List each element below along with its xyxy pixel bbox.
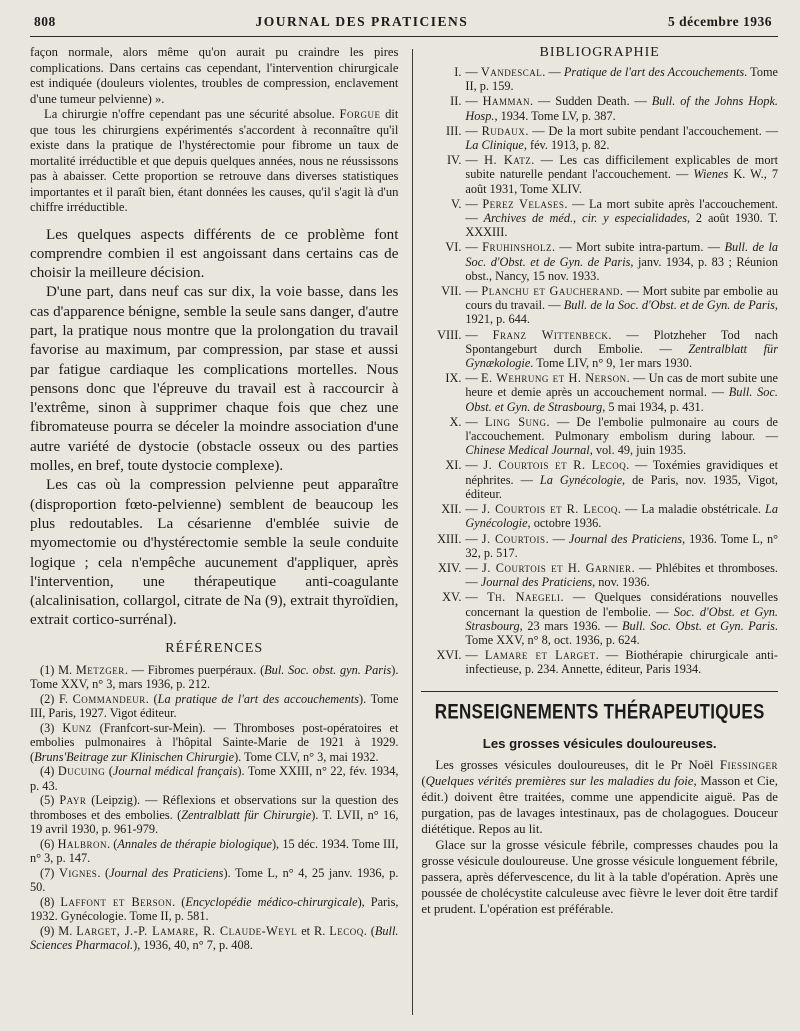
bibliography-item: I. — Vandescal. — Pratique de l'art des Accouchements. Tome II, p. 159. <box>454 65 778 94</box>
section-title: RENSEIGNEMENTS THÉRAPEUTIQUES <box>434 699 765 723</box>
bibliography-item: XV. — Th. Naegeli. — Quelques considérations nouvelles concernant la question de l'embolie. — Soc. d'Obst. et Gyn. Strasbourg, 23 mars 1936. — Bull. Soc. Obst. et Gyn. Paris. Tome XXV, n° 8, oct. 1936, p. 624. <box>442 590 779 647</box>
bibliography-item: XI. — J. Courtois et R. Lecoq. — Toxémies gravidiques et néphrites. — La Gynécologie, de Paris, nov. 1935, Vigot, éditeur. <box>445 458 778 501</box>
reference-item: (6) Halbron. (Annales de thérapie biologique), 15 déc. 1934. Tome III, n° 3, p. 147. <box>30 836 399 866</box>
bibliography-item: X. — Ling Sung. — De l'embolie pulmonaire au cours de l'accouchement. Pulmonary embolism during labour. — Chinese Medical Journal, vol. 49, juin 1935. <box>449 414 779 458</box>
bibliography-item: II. — Hamman. — Sudden Death. — Bull. of the Johns Hopk. Hosp., 1934. Tome LV, p. 387. <box>450 94 778 123</box>
issue-date: 5 décembre 1936 <box>668 14 772 29</box>
reference-item: (9) M. Larget, J.-P. Lamare, R. Claude-Weyl et R. Lecoq. (Bull. Sciences Pharmacol.), 1936, 40, n° 7, p. 408. <box>30 923 399 953</box>
bibliography-item: VIII. — Franz Wittenbeck. — Plotzheher Tod nach Spontangeburt durch Embolie. — Zentralblatt für Gynækologie. Tome LIV, n° 9, 1er mars 1930. <box>437 327 779 371</box>
reference-item: (3) Kunz (Franfcort-sur-Mein). — Thromboses post-opératoires et embolies pulmonaires à l'hôpital Sainte-Marie de 1921 à 1929. (Bruns'Beitrage zur Klinischen Chirurgie). Tome CLV, n° 3, mai 1932. <box>30 720 399 764</box>
bibliography-item: XIV. — J. Courtois et H. Garnier. — Phlébites et thromboses. — Journal des Praticiens, nov. 1936. <box>438 560 778 590</box>
paragraph: D'une part, dans neuf cas sur dix, la voie basse, dans les cas d'apparence bénigne, semble la seule sans danger, d'autre part, la pratique nous montre que la prolongation du travail favorise au maximum, par compression, par stase et aussi par fatigue cardiaque les complications mortelles. Nous pensons donc que l'épreuve du travail est à raccourcir à l'extrême, sinon à supprimer chaque fois que chez une fibromateuse pourra se déceler la moindre association d'une autre variété de dystocie (obstacle osseux ou des parties molles, en bref, toute dystocie complexe). <box>30 284 399 475</box>
page-number: 808 <box>34 14 56 29</box>
main-text <box>30 226 398 631</box>
therapeutic-article <box>421 757 778 917</box>
article-title: Les grosses vésicules douloureuses. <box>482 735 717 751</box>
bibliography-item: III. — Rudaux. — De la mort subite pendant l'accouchement. — La Clinique, fév. 1913, p. 82. <box>446 123 778 153</box>
paragraph: Les cas où la compression pelvienne peut apparaître (disproportion fœto-pelvienne) semblent de beaucoup les plus redoutables. La césarienne d'emblée suivie de myomectomie ou d'hystérectomie semble la seule conduite logique ; cela n'empêche aucunement d'appliquer, après l'intervention, une thérapeutique anti-coagulante (alcalinisation, collargol, citrate de Na (9), extrait thyroïdien, extrait cortico-surrénal). <box>30 477 399 629</box>
bibliography-item: XIII. — J. Courtois. — Journal des Praticiens, 1936. Tome L, n° 32, p. 517. <box>437 531 779 560</box>
references-title: RÉFÉRENCES <box>165 640 264 656</box>
right-column <box>421 45 778 1015</box>
paragraph: Les quelques aspects différents de ce problème font comprendre combien il est angoissant dans certains cas de choisir la meilleure décision. <box>30 226 399 282</box>
bibliography-item: XVI. — Lamare et Larget. — Biothérapie chirurgicale anti-infectieuse, p. 234. Annette, éditeur, Paris 1934. <box>436 648 779 677</box>
left-column <box>30 45 406 1015</box>
paragraph: Les grosses vésicules douloureuses, dit le Pr Noël Fiessinger (Quelques vérités premières sur les maladies du foie, Masson et Cie, édit.) doivent être traitées, comme une appendicite aiguë. Pas de purgation, pas de lavages intestinaux, pas de cholagogues. Douceur diététique. Repos au lit. <box>421 757 778 836</box>
section-rule <box>421 691 778 692</box>
references-list <box>30 663 398 953</box>
author-name: Forgue <box>339 107 381 121</box>
bibliography-item: IV. — H. Katz. — Les cas difficilement explicables de mort subite naturelle pendant l'accouchement. — Wienes K. W., 7 août 1931, Tome XLIV. <box>446 153 778 196</box>
bibliography-item: XII. — J. Courtois et R. Lecoq. — La maladie obstétricale. La Gynécologie, octobre 1936. <box>441 502 778 531</box>
column-divider <box>412 49 413 1015</box>
reference-item: (1) M. Metzger. — Fibromes puerpéraux. (Bul. Soc. obst. gyn. Paris). Tome XXV, n° 3, mars 1936, p. 212. <box>30 662 399 692</box>
bibliography-item: IX. — E. Wehrung et H. Nerson. — Un cas de mort subite une heure et demie après un accouchement normal. — Bull. Soc. Obst. et Gyn. de Strasbourg, 5 mai 1934, p. 431. <box>445 371 778 414</box>
bibliography-list <box>421 65 778 677</box>
bibliography-item: V. — Perez Velases. — La mort subite après l'accouchement. — Archives de méd., cir. y especialidades, 2 août 1930. T. XXXIII. <box>451 196 778 240</box>
reference-item: (8) Laffont et Berson. (Encyclopédie médico-chirurgicale), Paris, 1932. Gynécologie. Tome II, p. 581. <box>30 894 399 924</box>
bibliography-item: VI. — Fruhinsholz. — Mort subite intra-partum. — Bull. de la Soc. d'Obst. et de Gyn. de Paris, janv. 1934, p. 83 ; Réunion obst., Nancy, 15 nov. 1933. <box>445 240 779 283</box>
page-header <box>30 14 778 37</box>
journal-title: JOURNAL DES PRATICIENS <box>255 14 469 29</box>
paragraph: Glace sur la grosse vésicule fébrile, compresses chaudes pou la grosse vésicule douloureuse. Une grosse vésicule longuement fébrile, passera, après défervescence, du lit à la table d'opération. Après une poussée de cholécystite calculeuse avec fièvre le lever doit être tardif et prudent. L'opération est préférable. <box>421 837 778 916</box>
paragraph: façon normale, alors même qu'on aurait pu craindre les pires complications. Dans certains cas cependant, l'intervention chirurgicale est indiquée (douleurs violentes, troubles de compression, enclavement d'une tumeur pelvienne) ». <box>30 45 399 106</box>
paragraph: La chirurgie n'offre cependant pas une sécurité absolue. Forgue dit que tous les chirurgiens expérimentés s'accordent à reconnaître qu'il existe dans la pratique de l'hystérectomie pour fibrome un taux de mortalité irréductible et que depuis quelques années, nous ne réussissons pas à abaisser. Cette proportion se retrouve dans diverses statistiques importantes et il paraît bien, étant données les causes, qu'il s'agit là d'un chiffre irréductible. <box>30 107 399 214</box>
bibliography-item: VII. — Planchu et Gaucherand. — Mort subite par embolie au cours du travail. — Bull. de la Soc. d'Obst. et de Gyn. de Paris, 1921, p. 644. <box>441 284 779 327</box>
reference-item: (4) Ducuing (Journal médical français). Tome XXIII, n° 22, fév. 1934, p. 43. <box>30 764 399 793</box>
reference-item: (7) Vignes. (Journal des Praticiens). Tome L, n° 4, 25 janv. 1936, p. 50. <box>30 865 399 895</box>
reference-item: (5) Payr (Leipzig). — Réflexions et observations sur la question des thromboses et des embolies. (Zentralblatt für Chirurgie). T. LVII, n° 16, 19 avril 1930, p. 961-979. <box>30 793 399 837</box>
bibliography-title: BIBLIOGRAPHIE <box>539 45 660 60</box>
reference-item: (2) F. Commandeur. (La pratique de l'art des accouchements). Tome III, Paris, 1927. Vigot éditeur. <box>30 691 399 721</box>
